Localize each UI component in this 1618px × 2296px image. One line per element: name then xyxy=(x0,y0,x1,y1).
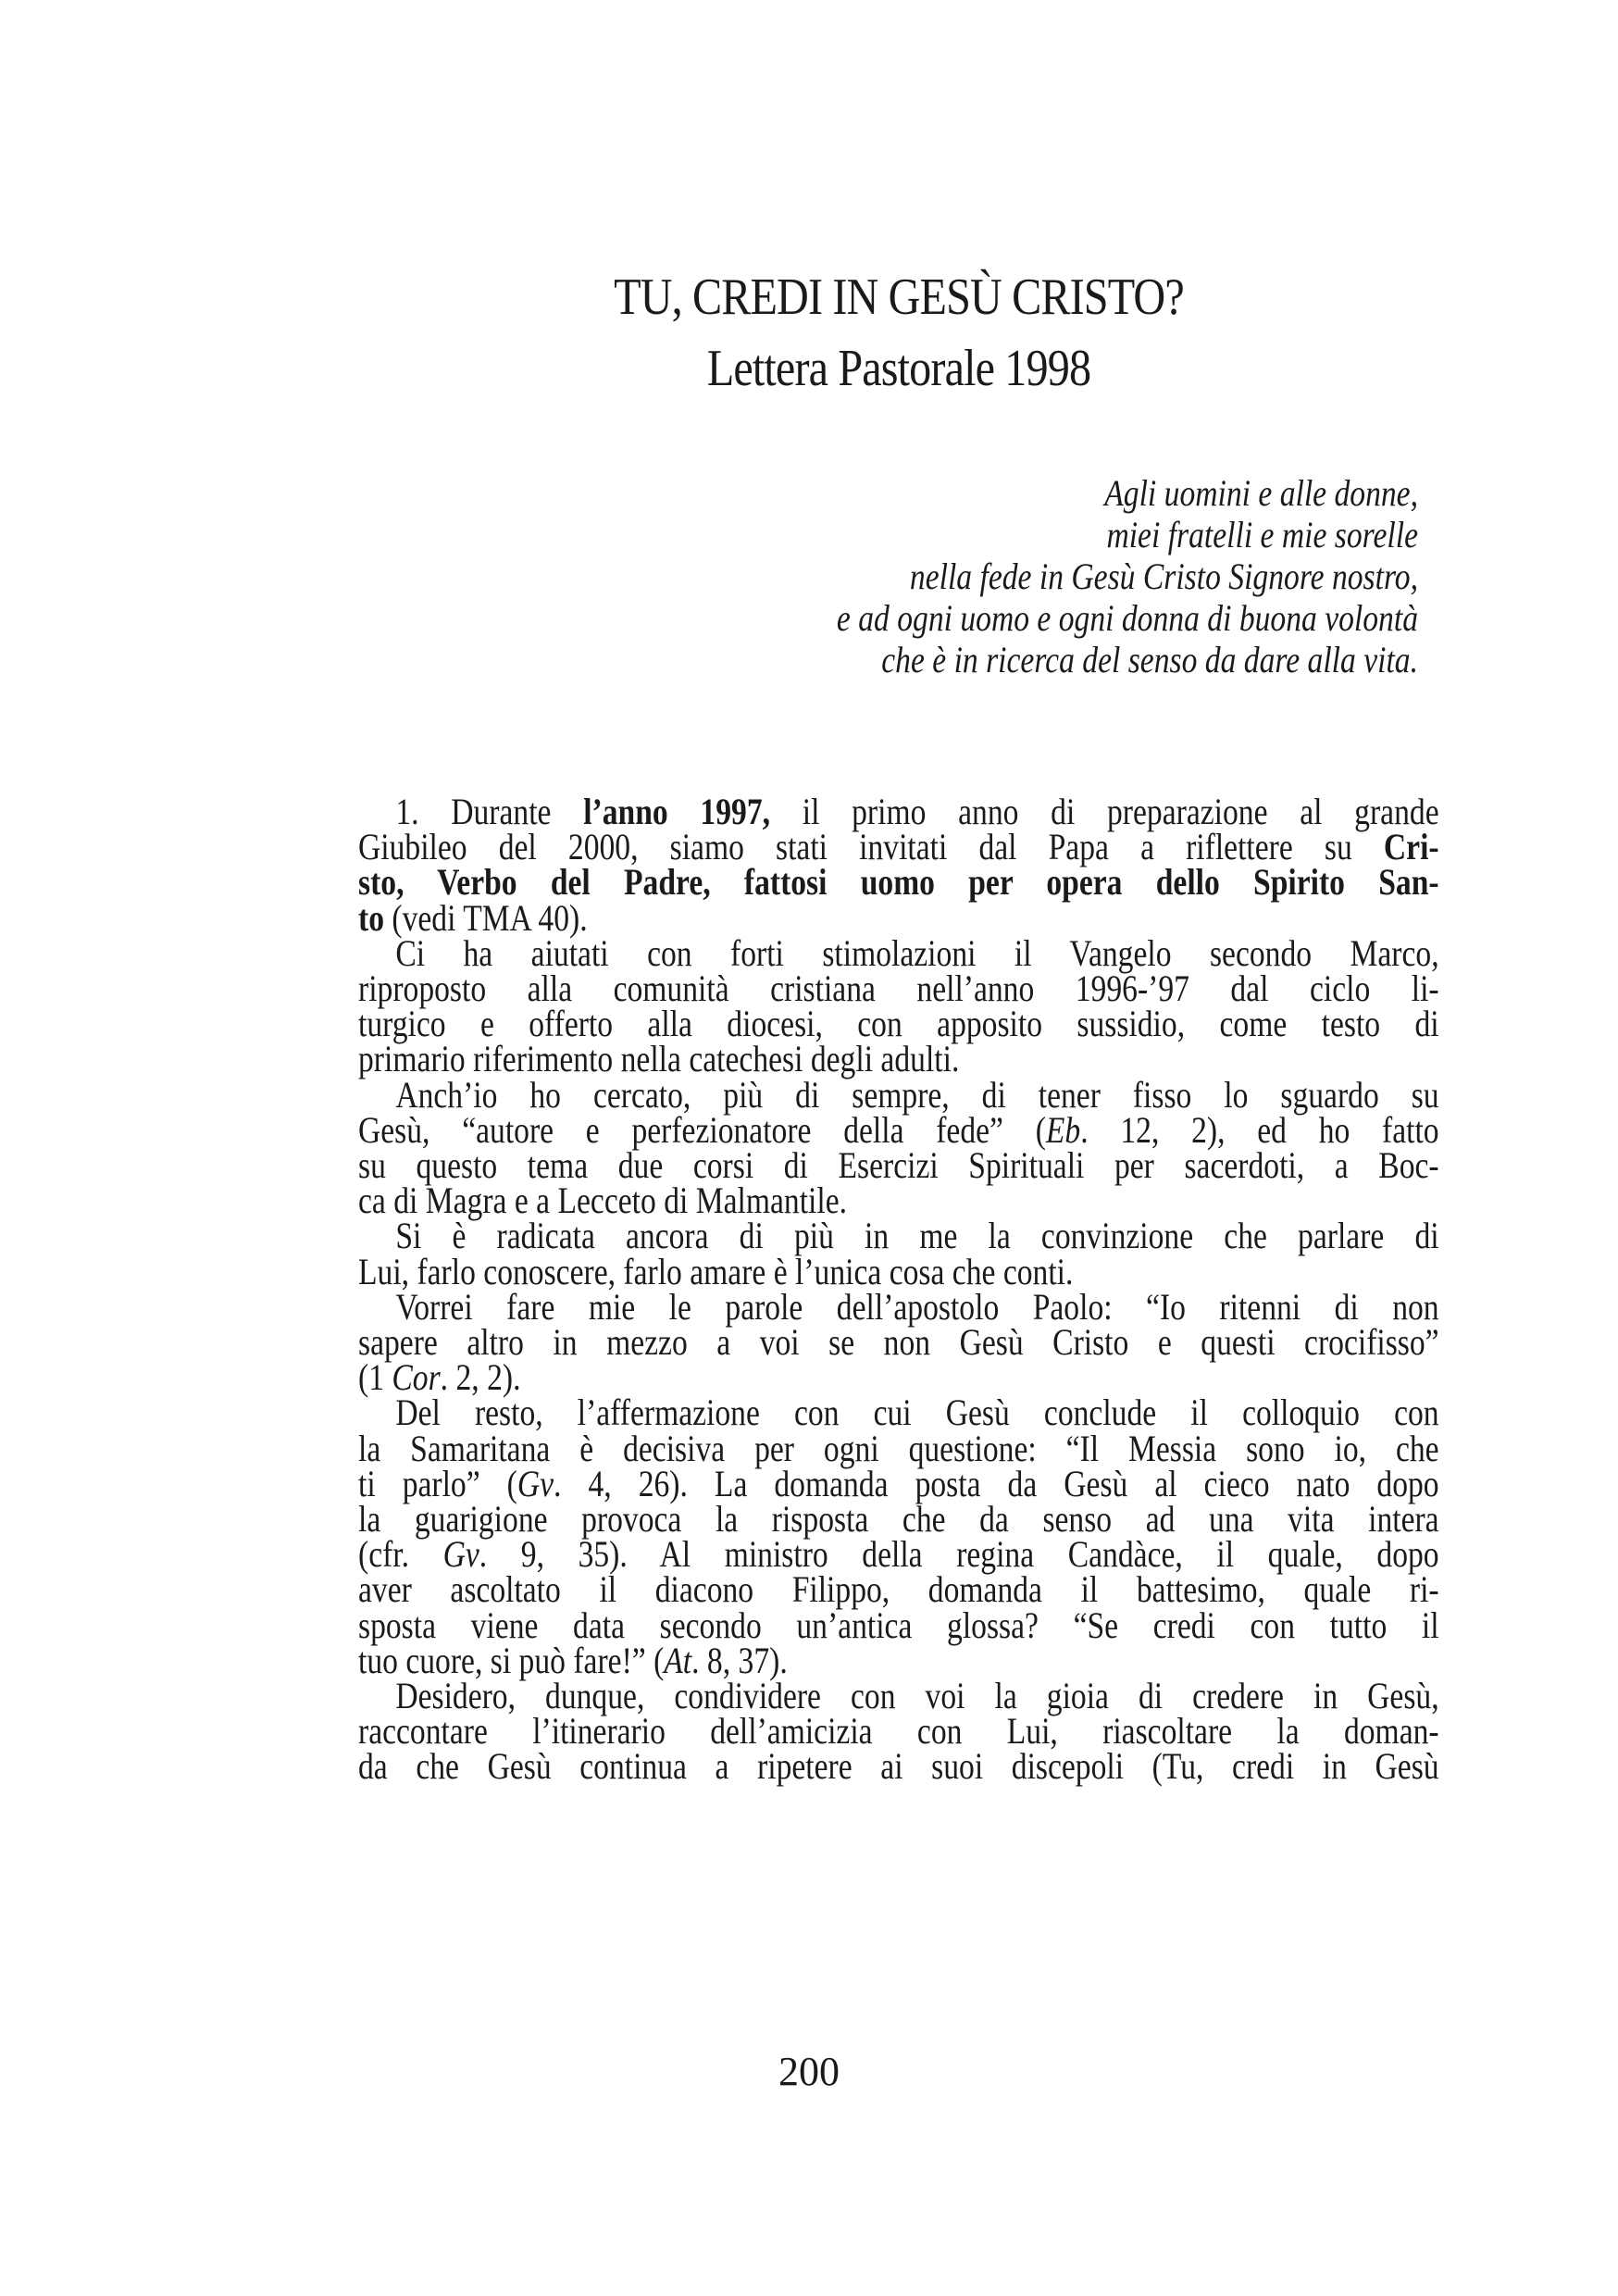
body-line xyxy=(358,826,1439,868)
body-line: Desidero, dunque, condividere con voi la gioia di credere in Gesù, xyxy=(395,1675,1439,1717)
body-line xyxy=(358,1639,1439,1681)
body-line: Anch’io ho cercato, più di sempre, di tener fisso lo sguardo su xyxy=(395,1073,1439,1116)
dedication-line: e ad ogni uomo e ogni donna di buona volontà xyxy=(836,597,1418,639)
text-run: tuo cuore, si può fare!” ( xyxy=(358,1639,665,1681)
body-line xyxy=(358,861,1439,904)
dedication-line: Agli uomini e alle donne, xyxy=(1104,472,1418,514)
dedication-line: nella fede in Gesù Cristo Signore nostro, xyxy=(909,555,1418,597)
italic-run: Gv xyxy=(442,1533,479,1576)
bold-run: to xyxy=(358,896,384,939)
body-line: sposta viene data secondo un’antica glossa? “Se credi con tutto il xyxy=(358,1603,1439,1646)
text-run: (vedi TMA 40). xyxy=(383,896,588,939)
text-run: (cfr. xyxy=(358,1533,443,1576)
italic-run: Eb xyxy=(1045,1108,1081,1151)
page-number: 200 xyxy=(778,2049,840,2094)
body-line: riproposto alla comunità cristiana nell’anno 1996-’97 dal ciclo li- xyxy=(358,967,1439,1010)
body-line: ca di Magra e a Lecceto di Malmantile. xyxy=(358,1179,848,1222)
body-line: Ci ha aiutati con forti stimolazioni il Vangelo secondo Marco, xyxy=(395,931,1439,974)
body-line: su questo tema due corsi di Esercizi Spirituali per sacerdoti, a Boc- xyxy=(358,1144,1439,1187)
body-line: Vorrei fare mie le parole dell’apostolo Paolo: “Io ritenni di non xyxy=(395,1285,1439,1328)
text-run: il primo anno di preparazione al grande xyxy=(770,791,1439,832)
body-line: la guarigione provoca la risposta che da senso ad una vita intera xyxy=(358,1498,1439,1541)
bold-run: l’anno 1997, xyxy=(583,791,771,832)
text-run: Gesù, “autore e perfezionatore della fede” ( xyxy=(358,1108,1046,1151)
text-run: 1. Durante xyxy=(395,791,584,832)
text-run: . 8, 37). xyxy=(691,1639,788,1681)
bold-run: Cri- xyxy=(1383,826,1439,868)
text-run: ti parlo” ( xyxy=(358,1462,517,1504)
body-line xyxy=(358,1462,1439,1504)
body-line: primario riferimento nella catechesi degli adulti. xyxy=(358,1038,960,1080)
body-line: Del resto, l’affermazione con cui Gesù conclude il colloquio con xyxy=(395,1391,1439,1434)
body-line xyxy=(358,1108,1439,1151)
body-line xyxy=(358,791,1439,832)
dedication-line: che è in ricerca del senso da dare alla vita. xyxy=(881,639,1418,680)
body-line xyxy=(358,1356,1439,1399)
dedication-line: miei fratelli e mie sorelle xyxy=(1106,514,1418,555)
italic-run: Gv xyxy=(517,1462,554,1504)
body-line: da che Gesù continua a ripetere ai suoi discepoli (Tu, credi in Gesù xyxy=(358,1745,1439,1788)
body-line: aver ascoltato il diacono Filippo, domanda il battesimo, quale ri- xyxy=(358,1568,1439,1611)
text-run: . 9, 35). Al ministro della regina Candàce, il quale, dopo xyxy=(479,1533,1439,1576)
italic-run: Cor xyxy=(392,1356,441,1399)
text-run: . 4, 26). La domanda posta da Gesù al cieco nato dopo xyxy=(554,1462,1439,1504)
dedication-block xyxy=(358,472,1418,680)
text-run: Giubileo del 2000, siamo stati invitati dal Papa a riflettere su xyxy=(358,826,1384,868)
body-line xyxy=(358,896,1439,939)
body-line: sapere altro in mezzo a voi se non Gesù Cristo e questi crocifisso” xyxy=(358,1321,1439,1364)
body-text xyxy=(358,791,1439,1788)
letter-title: TU, CREDI IN GESÙ CRISTO? xyxy=(614,268,1184,326)
italic-run: At xyxy=(664,1639,692,1681)
body-line: la Samaritana è decisiva per ogni questione: “Il Messia sono io, che xyxy=(358,1427,1439,1469)
body-line: Lui, farlo conoscere, farlo amare è l’unica cosa che conti. xyxy=(358,1250,1074,1292)
body-line xyxy=(358,1533,1439,1576)
body-line: Si è radicata ancora di più in me la convinzione che parlare di xyxy=(395,1215,1439,1257)
text-run: . 12, 2), ed ho fatto xyxy=(1080,1108,1439,1151)
bold-run: sto, Verbo del Padre, fattosi uomo per opera dello Spirito San- xyxy=(358,861,1439,904)
body-line: turgico e offerto alla diocesi, con apposito sussidio, come testo di xyxy=(358,1003,1439,1045)
letter-subtitle: Lettera Pastorale 1998 xyxy=(706,340,1091,397)
text-run: (1 xyxy=(358,1356,392,1399)
body-line: raccontare l’itinerario dell’amicizia con Lui, riascoltare la doman- xyxy=(358,1710,1439,1753)
text-run: . 2, 2). xyxy=(440,1356,521,1399)
